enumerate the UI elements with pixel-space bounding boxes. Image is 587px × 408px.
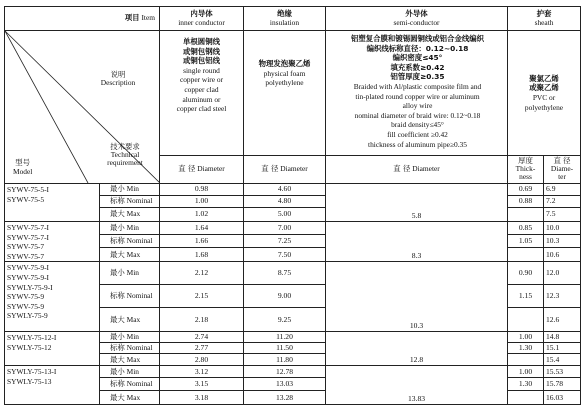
row-type-en: Min <box>124 222 139 232</box>
header-title-row <box>5 7 581 31</box>
model-name: SYWV-75-5-I <box>7 185 50 194</box>
model-cell <box>5 332 100 366</box>
row-type-en: Max <box>124 209 141 219</box>
sheath-desc-zh <box>510 74 578 93</box>
insulation-diameter-zh: 直 径 <box>261 164 279 174</box>
description-label-zh: 说明 <box>110 70 126 79</box>
sheath-thickness-value: 0.85 <box>508 222 544 235</box>
description-label-en: Description <box>100 78 136 88</box>
sheath-diameter-value: 15.78 <box>544 378 581 391</box>
sheath-thickness-value: 1.00 <box>508 332 544 343</box>
spec-sheet <box>4 6 580 402</box>
model-name: SYWV-75-7 <box>7 242 45 252</box>
row-type-zh: 最小 <box>110 332 125 342</box>
outer-desc-line: 编织密度≤45° <box>392 53 443 63</box>
row-type-label <box>100 332 160 343</box>
inner-desc-zh-line: 或铜包钢线 <box>183 46 220 56</box>
model-name: SYWLY-75-13 <box>7 376 52 386</box>
sheath-thickness-value <box>508 391 544 405</box>
model-name: SYWV-75-7 <box>7 251 45 261</box>
outer-desc-line: 铝塑复合膜和镀锡圆铜线或铝合金线编织 <box>350 34 485 43</box>
insulation-diameter-value: 11.50 <box>244 343 326 354</box>
tech-req-label-en-2: requirement <box>107 158 143 167</box>
row-type-en: Nominal <box>124 343 153 353</box>
insulation-diameter-value: 9.00 <box>244 285 326 308</box>
tech-req-label-en-1: Technical <box>110 150 140 159</box>
insulation-diameter-value: 9.25 <box>244 308 326 332</box>
inner-diameter-value: 0.98 <box>160 184 244 196</box>
inner-diameter-header <box>160 155 244 183</box>
outer-diameter-zh: 直 径 <box>393 164 411 174</box>
outer-diameter-header <box>326 155 508 183</box>
inner-diameter-value: 1.68 <box>160 248 244 262</box>
insulation-desc-en-line: polyethylene <box>265 78 304 88</box>
outer-description <box>326 31 508 156</box>
inner-diameter-en: Diameter <box>197 164 225 174</box>
sheath-diameter-value: 12.0 <box>544 262 581 285</box>
insulation-diameter-value: 13.03 <box>244 378 326 391</box>
outer-desc-line: 编织线标称直径：0.12~0.18 <box>366 43 469 53</box>
model-label-en: Model <box>13 166 33 176</box>
sheath-diameter-value: 10.0 <box>544 222 581 235</box>
sheath-desc-zh-line: 聚氯乙烯 <box>529 73 559 83</box>
insulation-description <box>244 31 326 156</box>
row-type-en: Max <box>124 314 141 324</box>
sheath-thickness-value: 0.88 <box>508 196 544 208</box>
model-name: SYWLY-75-12 <box>7 342 52 352</box>
table-row <box>5 332 581 343</box>
insulation-diameter-value: 12.78 <box>244 366 326 378</box>
sheath-diameter-en-line: Diame- <box>550 164 574 174</box>
row-type-zh: 最小 <box>110 184 125 194</box>
insulation-diameter-value: 8.75 <box>244 262 326 285</box>
sheath-diameter-value: 7.2 <box>544 196 581 208</box>
row-type-label <box>100 343 160 354</box>
row-type-label <box>100 235 160 248</box>
table-row <box>5 262 581 285</box>
outer-desc-line: Braided with Al/plastic composite film and <box>353 81 482 91</box>
sheath-description <box>508 31 581 156</box>
insulation-diameter-value: 5.00 <box>244 208 326 222</box>
model-name: SYWV-75-7-I <box>7 223 50 232</box>
inner-diameter-value: 2.18 <box>160 308 244 332</box>
sheath-diameter-value: 15.53 <box>544 366 581 378</box>
sheath-diameter-value: 15.1 <box>544 343 581 354</box>
coax-spec-table <box>4 6 581 405</box>
row-type-label <box>100 222 160 235</box>
sheath-diameter-en-line: ter <box>558 172 566 182</box>
model-name: SYWV-75-5 <box>7 194 45 204</box>
insulation-diameter-value: 13.28 <box>244 391 326 405</box>
sheath-thickness-en <box>510 165 541 181</box>
inner-diameter-value: 1.00 <box>160 196 244 208</box>
inner-diameter-zh: 直 径 <box>178 164 196 174</box>
sheath-thickness-value: 1.00 <box>508 366 544 378</box>
row-type-en: Min <box>124 366 139 376</box>
model-name: SYWV-75-9-I <box>7 272 50 282</box>
insulation-header <box>244 7 326 31</box>
sheath-diameter-value: 6.9 <box>544 184 581 196</box>
insulation-diameter-en: Diameter <box>280 164 308 174</box>
model-label-zh: 型号 <box>15 158 31 167</box>
row-type-label <box>100 378 160 391</box>
model-label <box>13 159 32 176</box>
model-name: SYWLY-75-12-I <box>7 333 57 343</box>
sheath-thickness-value <box>508 208 544 222</box>
sheath-diameter-value: 15.4 <box>544 354 581 366</box>
sheath-diameter-zh: 直 径 <box>553 156 571 166</box>
sheath-diameter-value: 7.5 <box>544 208 581 222</box>
inner-desc-zh-line: 单根圆铜线 <box>183 37 220 46</box>
row-type-en: Nominal <box>124 379 153 389</box>
item-header <box>5 7 160 31</box>
inner-title-en: inner conductor <box>178 17 225 27</box>
sheath-thickness-en-line: Thick- <box>515 164 536 174</box>
sheath-thickness-en-line: ness <box>519 172 532 182</box>
tech-req-label-zh: 技术要求 <box>110 142 140 151</box>
outer-desc-line: 填充系数≥0.42 <box>390 62 445 72</box>
row-type-en: Max <box>124 354 141 364</box>
sheath-thickness-value: 1.30 <box>508 378 544 391</box>
sheath-thickness-value <box>508 248 544 262</box>
sheath-thickness-value: 0.69 <box>508 184 544 196</box>
outer-desc-line: braid density≤45° <box>391 120 444 130</box>
sheath-diameter-value: 12.6 <box>544 308 581 332</box>
inner-diameter-value: 2.15 <box>160 285 244 308</box>
sheath-thickness-value <box>508 354 544 366</box>
outer-diameter-value: 13.83 <box>326 366 508 405</box>
row-type-zh: 最小 <box>110 268 125 278</box>
sheath-thickness-value: 1.15 <box>508 285 544 308</box>
inner-conductor-header <box>160 7 244 31</box>
row-type-label <box>100 208 160 222</box>
inner-desc-en-line: copper clad steel <box>176 104 227 114</box>
model-name: SYWLY-75-13-I <box>7 367 57 377</box>
model-cell <box>5 262 100 332</box>
insulation-diameter-header <box>244 155 326 183</box>
outer-diameter-value: 8.3 <box>326 222 508 262</box>
row-type-zh: 最大 <box>110 314 125 324</box>
outer-diameter-value: 12.8 <box>326 332 508 366</box>
table-row <box>5 184 581 196</box>
item-label-en: Item <box>141 13 155 23</box>
sheath-thickness-zh: 厚度 <box>518 156 533 166</box>
model-name: SYWV-75-7-I <box>7 232 50 242</box>
insulation-desc-en-line: physical foam <box>263 68 306 78</box>
inner-title-zh: 内导体 <box>190 9 213 19</box>
outer-desc-line: 铝管厚度≥0.35 <box>390 72 445 82</box>
sheath-diameter-en <box>546 165 578 181</box>
row-type-label <box>100 391 160 405</box>
outer-desc-lines <box>330 34 505 149</box>
sheath-diameter-value: 16.03 <box>544 391 581 405</box>
row-type-en: Max <box>124 392 141 402</box>
inner-diameter-value: 2.74 <box>160 332 244 343</box>
insulation-desc-zh: 物理发泡聚乙烯 <box>258 59 311 68</box>
inner-description <box>160 31 244 156</box>
insulation-diameter-value: 11.80 <box>244 354 326 366</box>
outer-diameter-value: 10.3 <box>326 262 508 332</box>
sheath-desc-zh-line: 或聚乙烯 <box>529 83 559 93</box>
insulation-title-zh: 绝缘 <box>277 9 292 19</box>
row-type-en: Min <box>124 268 139 278</box>
outer-desc-line: fill coefficient ≥0.42 <box>387 129 448 139</box>
model-name: SYWV-75-9 <box>7 292 45 302</box>
row-type-en: Nominal <box>124 235 153 245</box>
outer-conductor-header <box>326 7 508 31</box>
inner-diameter-value: 2.80 <box>160 354 244 366</box>
inner-diameter-value: 1.02 <box>160 208 244 222</box>
row-type-label <box>100 285 160 308</box>
row-type-zh: 最小 <box>110 222 125 232</box>
sheath-thickness-value: 0.90 <box>508 262 544 285</box>
sheath-diameter-value: 10.6 <box>544 248 581 262</box>
model-cell <box>5 184 100 222</box>
insulation-diameter-value: 11.20 <box>244 332 326 343</box>
outer-desc-line: nominal diameter of braid wire: 0.12~0.18 <box>354 110 481 120</box>
row-type-zh: 最大 <box>110 392 125 402</box>
outer-desc-line: alloy wire <box>402 101 433 111</box>
model-name: SYWLY-75-9-I <box>7 282 53 292</box>
row-type-label <box>100 262 160 285</box>
row-type-zh: 最大 <box>110 209 125 219</box>
outer-title-zh: 外导体 <box>405 9 428 19</box>
sheath-thickness-value <box>508 308 544 332</box>
inner-desc-zh <box>162 37 241 66</box>
model-name: SYWV-75-9-I <box>7 263 50 273</box>
item-label-zh: 项目 <box>124 13 140 23</box>
outer-desc-line: tin-plated round copper wire or aluminum <box>355 91 480 101</box>
sheath-desc-en-line: polyethylene <box>524 102 564 112</box>
description-label <box>83 71 153 88</box>
row-type-label <box>100 196 160 208</box>
insulation-diameter-value: 7.50 <box>244 248 326 262</box>
insulation-diameter-value: 4.60 <box>244 184 326 196</box>
row-type-en: Max <box>124 249 141 259</box>
sheath-desc-en <box>510 93 578 112</box>
row-type-zh: 标称 <box>110 291 125 301</box>
insulation-diameter-value: 4.80 <box>244 196 326 208</box>
sheath-diameter-header <box>544 155 581 183</box>
inner-desc-en-line: aluminum or <box>182 94 221 104</box>
inner-desc-en-line: copper wire or <box>179 75 224 85</box>
inner-diameter-value: 2.12 <box>160 262 244 285</box>
inner-desc-en-line: single round <box>183 65 220 75</box>
row-type-label <box>100 308 160 332</box>
sheath-diameter-value: 12.3 <box>544 285 581 308</box>
header-description-row <box>5 31 581 156</box>
outer-diameter-value: 5.8 <box>326 184 508 222</box>
sheath-thickness-value: 1.05 <box>508 235 544 248</box>
row-type-zh: 标称 <box>110 343 125 353</box>
sheath-title-zh: 护套 <box>536 9 552 19</box>
row-type-label <box>100 248 160 262</box>
sheath-thickness-value: 1.30 <box>508 343 544 354</box>
sheath-desc-en-line: PVC or <box>532 92 556 102</box>
row-type-zh: 标称 <box>110 379 125 389</box>
inner-diameter-value: 3.15 <box>160 378 244 391</box>
row-type-en: Nominal <box>124 291 153 301</box>
insulation-desc-en <box>246 69 323 88</box>
table-row <box>5 366 581 378</box>
row-type-label <box>100 366 160 378</box>
table-row <box>5 222 581 235</box>
row-type-label <box>100 354 160 366</box>
row-type-zh: 最大 <box>110 354 125 364</box>
insulation-diameter-value: 7.00 <box>244 222 326 235</box>
sheath-thickness-header <box>508 155 544 183</box>
inner-diameter-value: 1.64 <box>160 222 244 235</box>
row-type-zh: 标称 <box>110 235 125 245</box>
inner-desc-en-line: copper clad <box>184 84 219 94</box>
row-type-zh: 标称 <box>110 196 125 206</box>
inner-desc-en <box>162 66 241 114</box>
model-name: SYWV-75-9 <box>7 301 45 311</box>
sheath-title-en: sheath <box>534 17 554 27</box>
row-type-en: Min <box>124 184 139 194</box>
sheath-header <box>508 7 581 31</box>
row-type-label <box>100 184 160 196</box>
sheath-diameter-value: 14.8 <box>544 332 581 343</box>
outer-title-en: semi-conductor <box>393 17 440 27</box>
outer-diameter-en: Diameter <box>412 164 440 174</box>
insulation-title-en: insulation <box>269 17 300 27</box>
model-cell <box>5 222 100 262</box>
insulation-diameter-value: 7.25 <box>244 235 326 248</box>
inner-diameter-value: 1.66 <box>160 235 244 248</box>
outer-desc-line: thickness of aluminum pipe≥0.35 <box>368 139 467 149</box>
model-name: SYWLY-75-9 <box>7 311 48 321</box>
inner-diameter-value: 3.12 <box>160 366 244 378</box>
tech-req-label <box>95 143 155 167</box>
diagonal-header-cell <box>5 31 160 184</box>
row-type-en: Nominal <box>124 196 153 206</box>
row-type-zh: 最小 <box>110 366 125 376</box>
inner-desc-zh-line: 或铜包铝线 <box>183 56 220 66</box>
model-cell <box>5 366 100 405</box>
row-type-en: Min <box>124 332 139 342</box>
inner-diameter-value: 2.77 <box>160 343 244 354</box>
row-type-zh: 最大 <box>110 249 125 259</box>
inner-diameter-value: 3.18 <box>160 391 244 405</box>
sheath-diameter-value: 10.3 <box>544 235 581 248</box>
